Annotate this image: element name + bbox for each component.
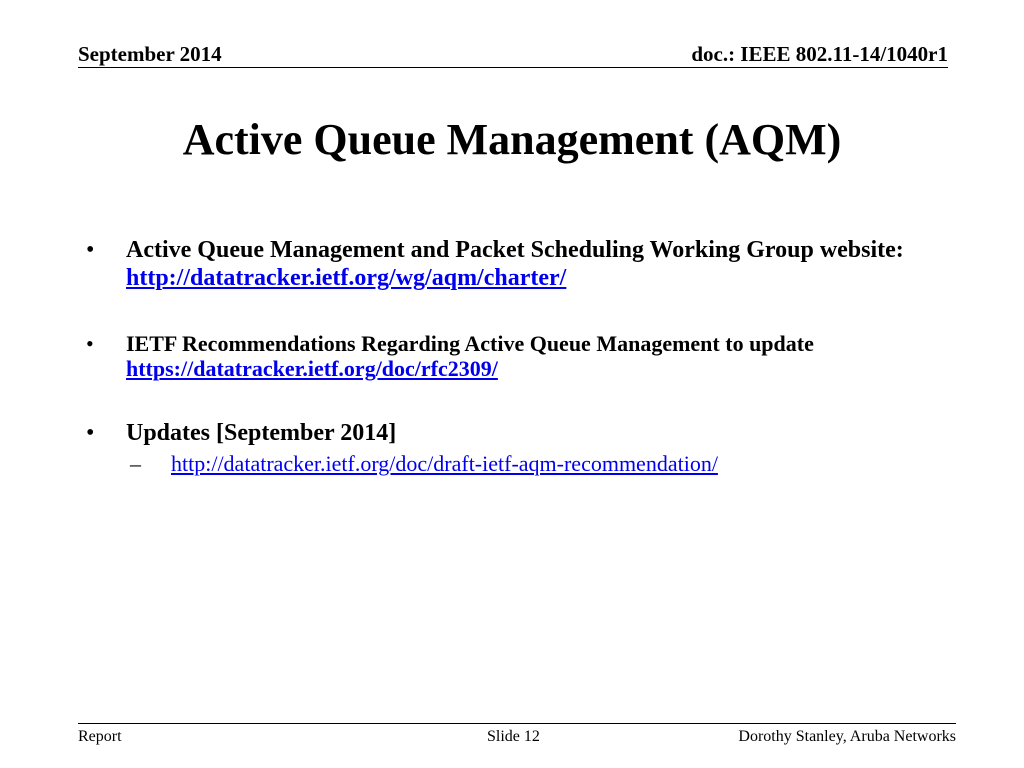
bullet-text: IETF Recommendations Regarding Active Queue Management to update bbox=[126, 331, 814, 356]
aqm-recommendation-link[interactable]: http://datatracker.ietf.org/doc/draft-ietf-aqm-recommendation/ bbox=[171, 451, 718, 476]
sub-bullet-item bbox=[86, 450, 966, 478]
bullet-text: Active Queue Management and Packet Scheduling Working Group website: bbox=[126, 237, 904, 263]
aqm-charter-link[interactable]: http://datatracker.ietf.org/wg/aqm/charter/ bbox=[126, 265, 567, 291]
slide-body bbox=[86, 236, 966, 478]
footer-author: Dorothy Stanley, Aruba Networks bbox=[738, 728, 956, 745]
rfc2309-link[interactable]: https://datatracker.ietf.org/doc/rfc2309/ bbox=[126, 356, 498, 381]
footer-divider bbox=[78, 723, 956, 724]
bullet-marker: • bbox=[86, 331, 94, 356]
bullet-item bbox=[86, 331, 966, 381]
slide-title: Active Queue Management (AQM) bbox=[182, 115, 842, 164]
header-divider bbox=[78, 67, 948, 68]
sub-bullet-marker: – bbox=[130, 451, 141, 476]
bullet-item bbox=[86, 419, 966, 447]
header-date: September 2014 bbox=[78, 42, 222, 66]
bullet-marker: • bbox=[86, 237, 95, 263]
bullet-text: Updates [September 2014] bbox=[126, 420, 397, 446]
slide-number: Slide 12 bbox=[487, 728, 540, 745]
bullet-marker: • bbox=[86, 420, 95, 446]
footer-label: Report bbox=[78, 728, 122, 745]
bullet-item bbox=[86, 236, 966, 292]
header-doc-id: doc.: IEEE 802.11-14/1040r1 bbox=[691, 42, 948, 66]
